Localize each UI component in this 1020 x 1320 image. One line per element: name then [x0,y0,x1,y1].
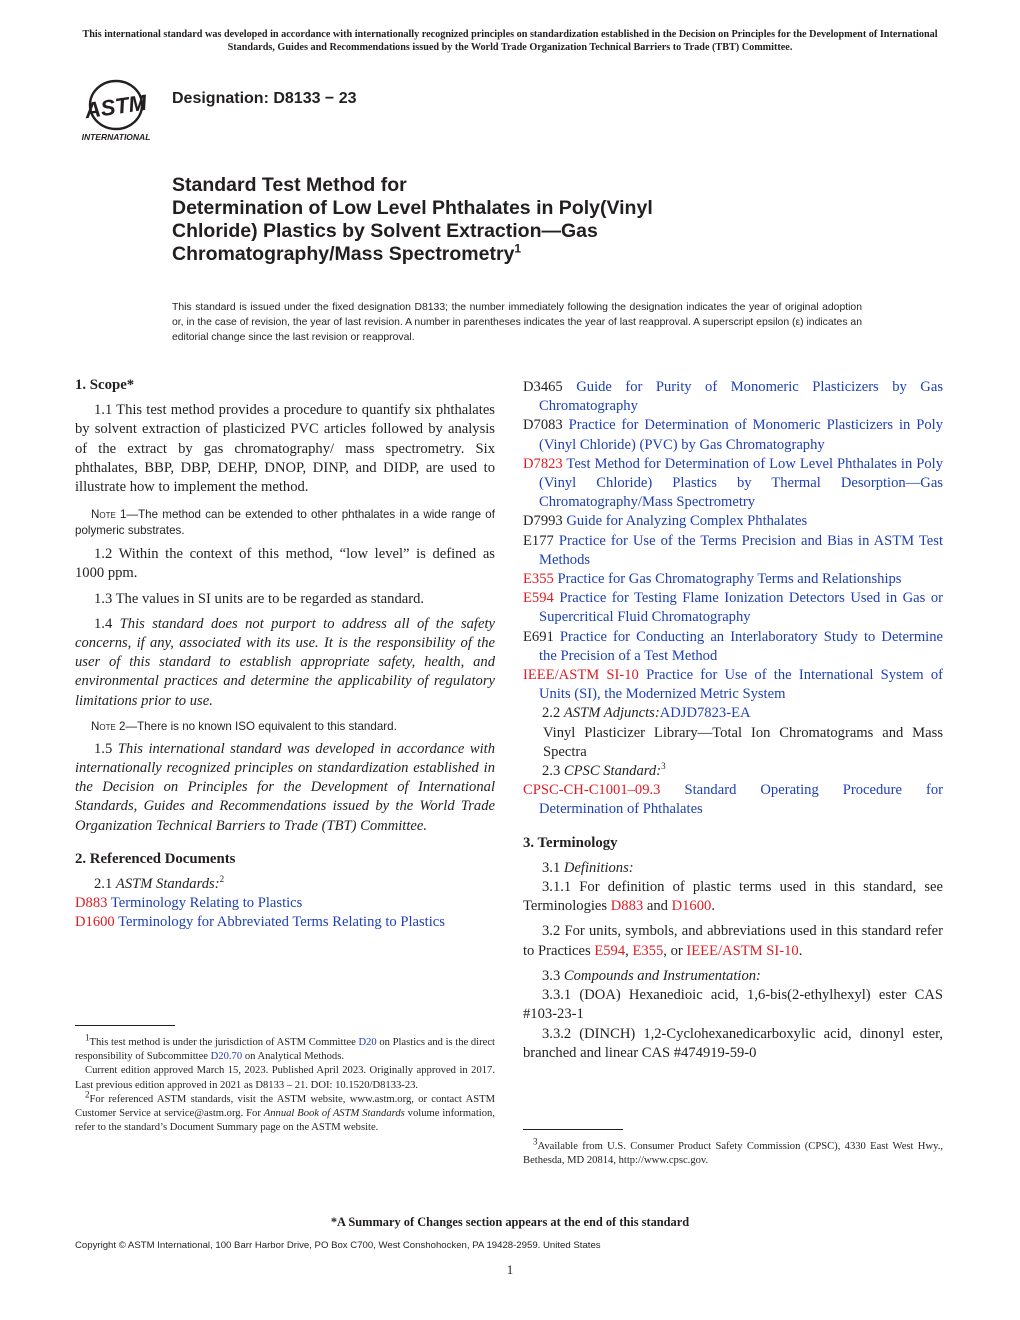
standard-issuance-note: This standard is issued under the fixed designation D8133; the number immediately following the designation indicates the year of original adoption or, in the case of revision, the year of last revision. A number in parentheses indicates the year of last reapproval. A superscript epsilon (ε) indicates an editorial change since the last revision or reapproval. [172,302,862,343]
left-column [75,376,495,933]
link-d883[interactable]: D883 [610,898,644,915]
note-1: Note 1—The method can be extended to other phthalates in a wide range of polymeric substrates. [75,508,495,538]
astm-logo-text: ASTM [83,89,149,124]
para-1-1: 1.1 This test method provides a procedure to quantify six phthalates by solvent extraction of plasticized PVC articles followed by analysis of the extract by gas chromatography/ mass spectrometry. Six phthalates, BBP, DBP, DEHP, DNOP, DINP, and DIDP, are used to illustrate how to implement the method. [75,402,495,496]
summary-of-changes-note: *A Summary of Changes section appears at the end of this standard [330,1215,690,1229]
title-line-1: Standard Test Method for [172,174,407,196]
footnote-1: $^1$This test method is under the jurisdiction of ASTM Committee D20 on Plastics and is the direct responsibility of Subcommittee D20.70 on Analytical Methods. [75,1032,495,1063]
footnote-2: $^2$For referenced ASTM standards, visit the ASTM website, www.astm.org, or contact ASTM Customer Service at service@astm.org. For Annual Book of ASTM Standards volume information, refer to the standard’s Document Summary page on the ASTM website. [75,1089,495,1134]
ref-d3465[interactable]: D3465 Guide for Purity of Monomeric Plasticizers by Gas Chromatography [523,379,943,415]
astm-logo [74,78,164,144]
ref-d883[interactable]: D883 Terminology Relating to Plastics [75,895,303,912]
link-ieee[interactable]: IEEE/ASTM SI-10 [686,942,799,959]
copyright: Copyright © ASTM International, 100 Barr Harbor Drive, PO Box C700, West Conshohocken, PA 19428-2959. United States [75,1240,601,1251]
para-3-3-2: 3.3.2 (DINCH) 1,2-Cyclohexanedicarboxylic acid, dinonyl ester, branched and linear CAS #474919-59-0 [523,1025,943,1061]
para-3-3: 3.3 Compounds and Instrumentation: [542,967,761,984]
adjunct-description: Vinyl Plasticizer Library—Total Ion Chromatograms and Mass Spectra [543,724,943,760]
para-2-3: 2.3 CPSC Standard:$^3$ [542,761,666,780]
para-1-3: 1.3 The values in SI units are to be regarded as standard. [94,590,425,607]
title-footnote-mark: 1 [514,241,522,256]
link-d1600[interactable]: D1600 [671,898,712,915]
designation: Designation: D8133 − 23 [172,90,357,107]
footnote-rule-right [523,1129,623,1130]
section-2-heading: 2. Referenced Documents [75,850,236,867]
link-e594[interactable]: E594 [594,942,626,959]
para-3-2: 3.2 For units, symbols, and abbreviations used in this standard refer to Practices E594, E355, or IEEE/ASTM SI-10. [523,923,943,959]
document-title [172,174,872,266]
ref-d7083[interactable]: D7083 Practice for Determination of Monomeric Plasticizers in Poly (Vinyl Chloride) (PVC) by Gas Chromatography [523,417,943,453]
note-2: Note 2—There is no known ISO equivalent to this standard. [91,719,397,733]
ref-d7823[interactable]: D7823 Test Method for Determination of Low Level Phthalates in Poly (Vinyl Chloride) Plastics by Thermal Desorption—Gas Chromatography/Mass Spectrometry [523,455,943,511]
footnote-1-edition: Current edition approved March 15, 2023. Published April 2023. Originally approved in 2017. Last previous edition approved in 2021 as D8133 – 21. DOI: 10.1520/D8133-23. [75,1065,495,1091]
para-3-1-1: 3.1.1 For definition of plastic terms used in this standard, see Terminologies D883 and D1600. [523,879,943,915]
footnote-3: $^3$Available from U.S. Consumer Product Safety Commission (CPSC), 4330 East West Hwy., Bethesda, MD 20814, http://www.cpsc.gov. [523,1136,943,1167]
footnote-1-link-d20[interactable]: D20 [358,1037,377,1048]
footnote-rule [75,1025,175,1026]
title-line-2: Determination of Low Level Phthalates in Poly(Vinyl [172,197,653,219]
link-e355[interactable]: E355 [632,942,664,959]
para-2-2: 2.2 ASTM Adjuncts:ADJD7823-EA [542,705,751,722]
ref-ieee-astm-si-10[interactable]: IEEE/ASTM SI-10 Practice for Use of the International System of Units (SI), the Modernized Metric System [523,667,943,703]
right-column [523,378,943,1063]
section-3-heading: 3. Terminology [523,834,618,851]
para-2-1: 2.1 ASTM Standards:$^2$ [94,874,225,893]
ref-e691[interactable]: E691 Practice for Conducting an Interlaboratory Study to Determine the Precision of a Test Method [523,628,944,664]
title-line-4: Chromatography/Mass Spectrometry$^1$ [172,241,522,265]
ref-e594[interactable]: E594 Practice for Testing Flame Ionization Detectors Used in Gas or Supercritical Fluid Chromatography [523,590,943,626]
footnote-1-link-d20-70[interactable]: D20.70 [210,1051,243,1063]
ref-d7993[interactable]: D7993 Guide for Analyzing Complex Phthalates [523,513,808,530]
para-3-1: 3.1 Definitions: [542,859,634,876]
title-line-3: Chloride) Plastics by Solvent Extraction—Gas [172,220,598,242]
para-1-5: 1.5 This international standard was developed in accordance with internationally recognized principles on standardization established in the Decision on Principles for the Development of International Standards, Guides and Recommendations issued by the World Trade Organization Technical Barriers to Trade (TBT) Committee. [75,740,496,834]
page-number: 1 [506,1262,514,1277]
para-3-3-1: 3.3.1 (DOA) Hexanedioic acid, 1,6-bis(2-ethylhexyl) ester CAS #103-23-1 [523,987,943,1023]
ref-e177[interactable]: E177 Practice for Use of the Terms Precision and Bias in ASTM Test Methods [523,532,944,568]
para-1-2: 1.2 Within the context of this method, “low level” is defined as 1000 ppm. [75,546,495,582]
astm-logo-subtext: INTERNATIONAL [81,132,151,142]
right-footnotes [523,1129,943,1168]
international-standard-disclaimer: This international standard was developed in accordance with internationally recognized principles on standardization established in the Decision on Principles for the Development of International Standards, Guides and Recommendations issued by the World Trade Organization Technical Barriers to Trade (TBT) Committee. [82,29,938,53]
adjunct-link[interactable]: ADJD7823-EA [659,705,751,722]
ref-d1600[interactable]: D1600 Terminology for Abbreviated Terms Relating to Plastics [75,914,445,931]
section-1-heading: 1. Scope* [75,377,135,393]
ref-e355[interactable]: E355 Practice for Gas Chromatography Terms and Relationships [523,571,902,588]
ref-cpsc[interactable]: CPSC-CH-C1001–09.3 Standard Operating Procedure for Determination of Phthalates [523,782,943,818]
para-1-4: 1.4 This standard does not purport to address all of the safety concerns, if any, associated with its use. It is the responsibility of the user of this standard to establish appropriate safety, health, and environmental practices and determine the applicability of regulatory limitations prior to use. [75,615,495,709]
left-footnotes [75,1025,495,1135]
